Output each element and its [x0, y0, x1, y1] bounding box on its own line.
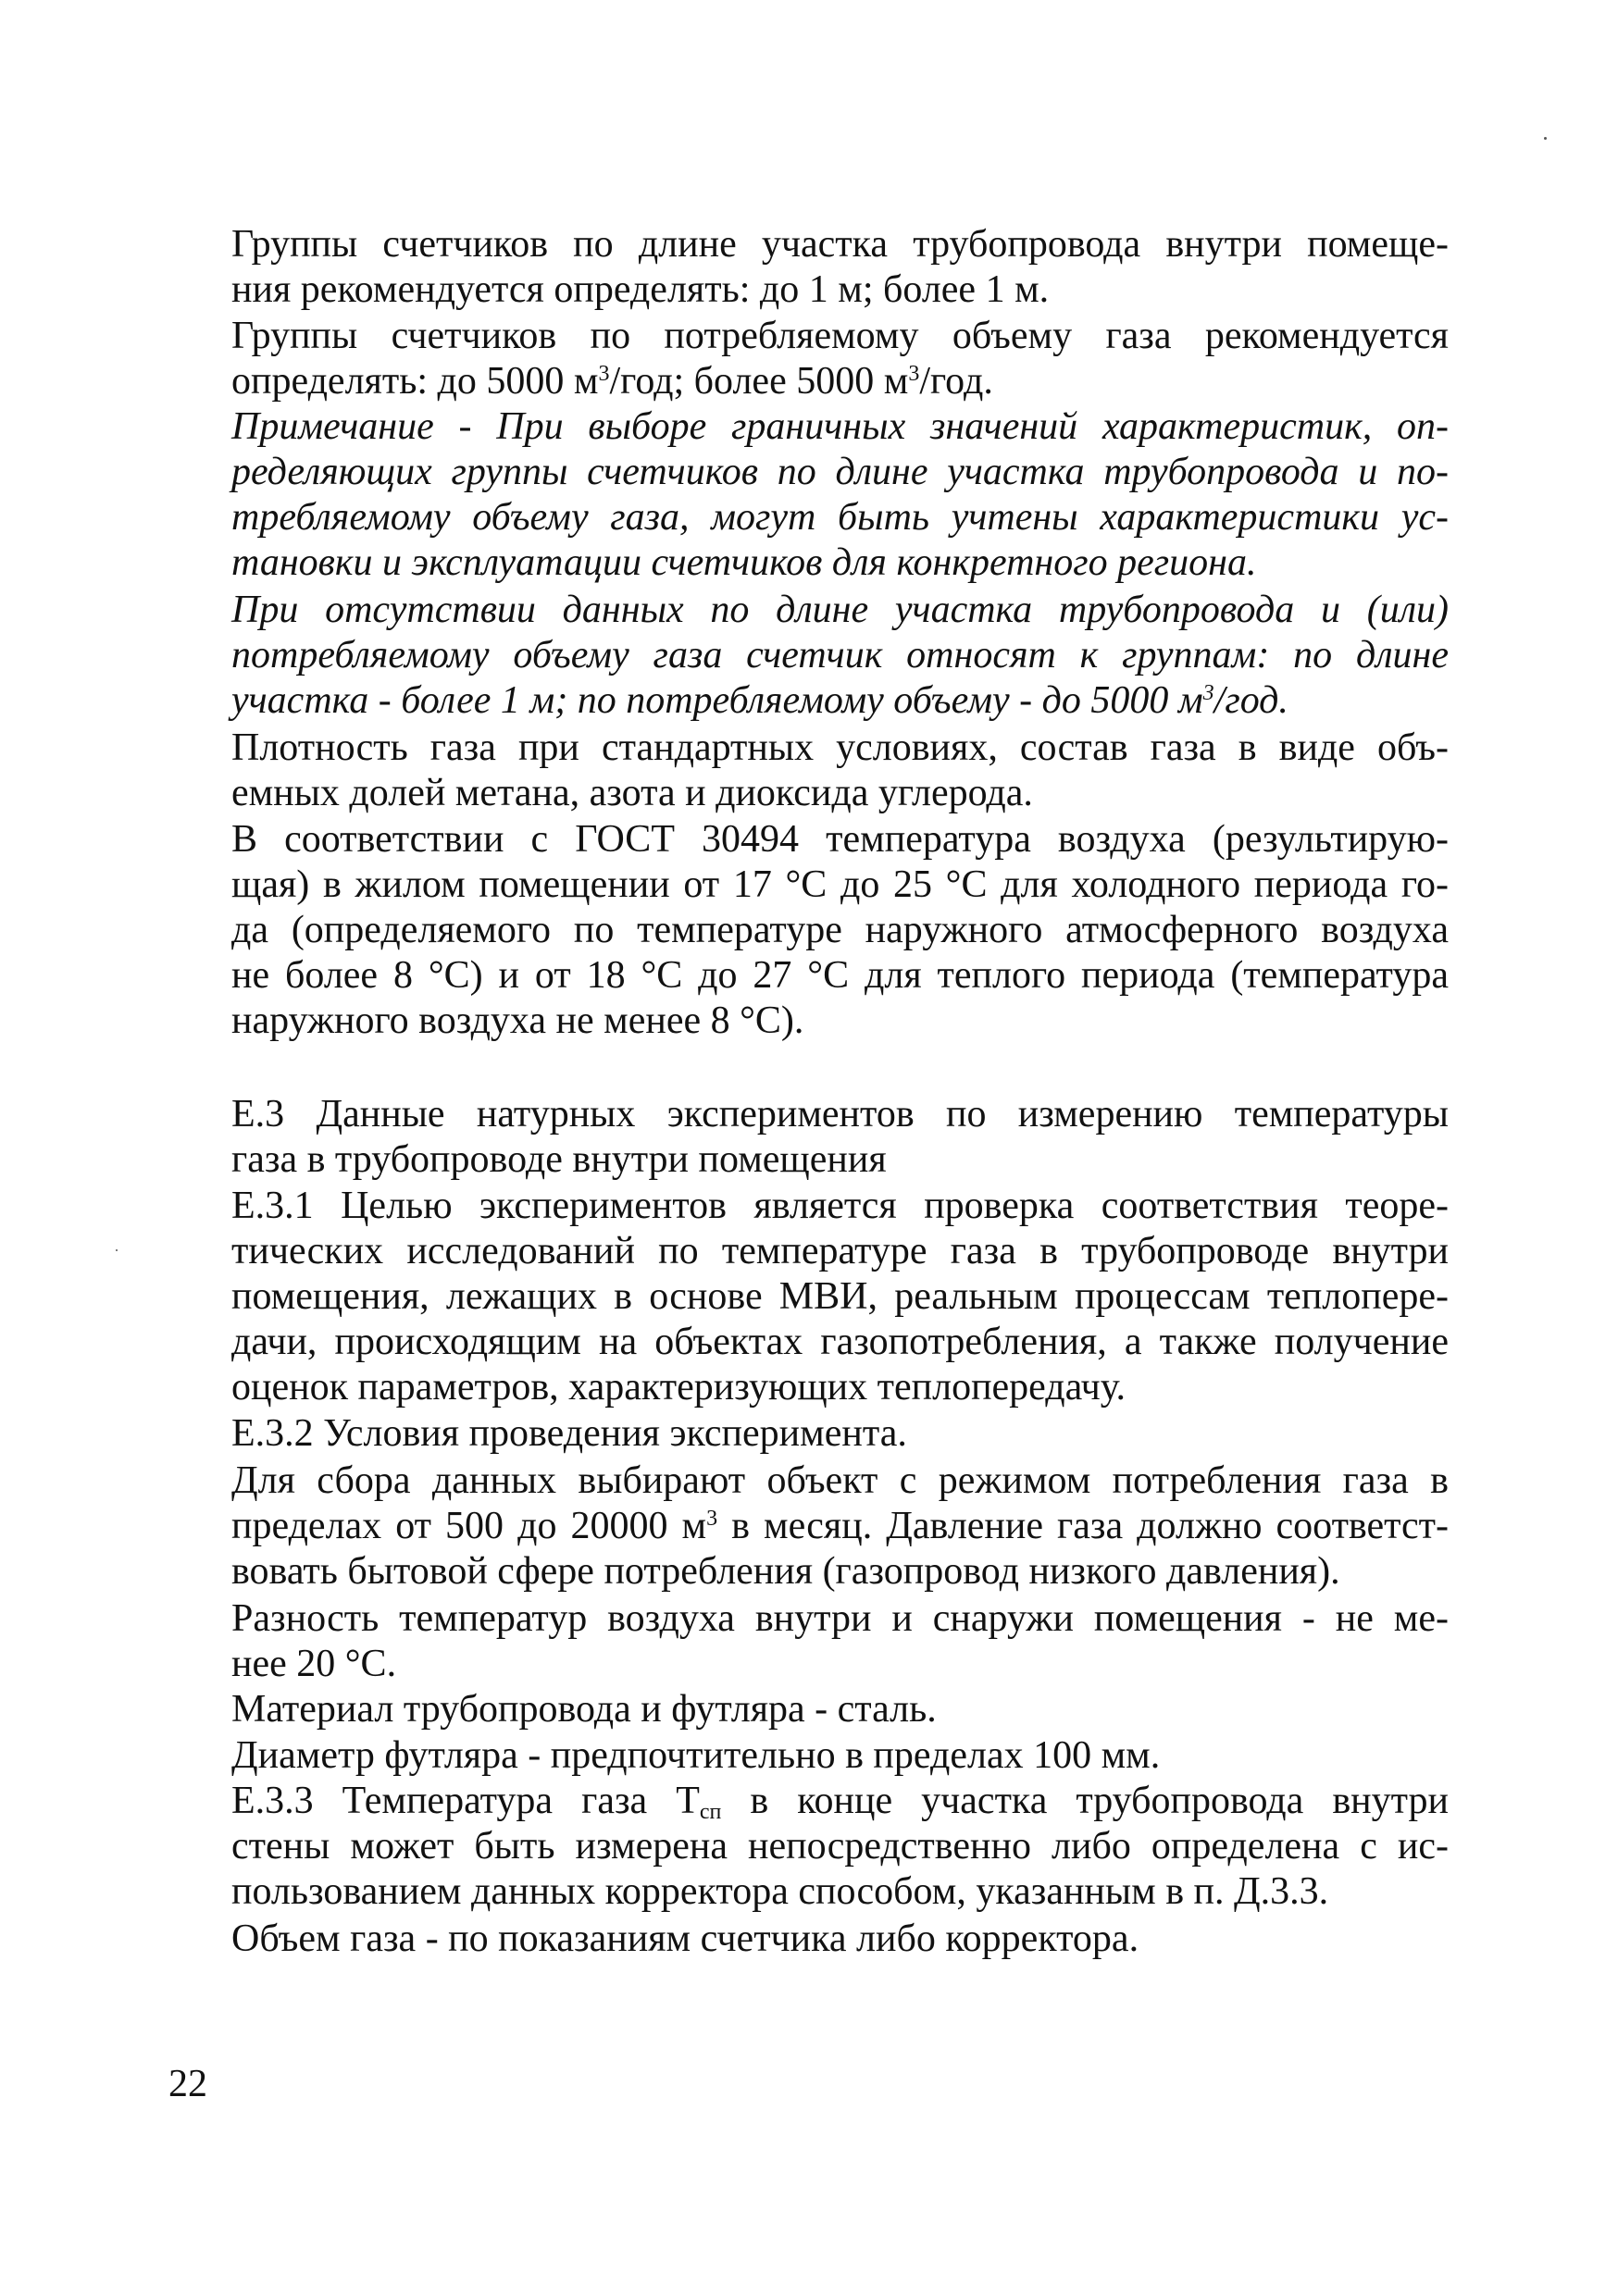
- scan-speck: [1544, 137, 1547, 140]
- paragraph-gost-temperature: [180, 817, 1449, 1044]
- text-line: емных долей метана, азота и диоксида углерода.: [231, 772, 1033, 814]
- scan-speck: [116, 1249, 118, 1251]
- paragraph-data-collection: [180, 1458, 1449, 1595]
- text-line: Диаметр футляра - предпочтительно в пределах 100 мм.: [231, 1734, 1161, 1777]
- text-line: щая) в жилом помещении от 17 °С до 25 °С для холодного периода го-: [231, 863, 1449, 906]
- text-line: Группы счетчиков по потребляемому объему газа рекомендуется: [231, 315, 1449, 357]
- text-line: Е.3.3 Температура газа $Т_{сп}$ в конце участка трубопровода внутри: [231, 1780, 1449, 1824]
- paragraph-meter-groups-volume: [180, 314, 1449, 404]
- paragraph-pipe-material: [180, 1687, 1449, 1732]
- text-line: Объем газа - по показаниям счетчика либо корректора.: [231, 1917, 1139, 1960]
- text-line: Группы счетчиков по длине участка трубопровода внутри помеще-: [231, 223, 1449, 266]
- page-number: 22: [168, 2063, 207, 2105]
- paragraph-case-diameter: [180, 1733, 1449, 1779]
- text-line: наружного воздуха не менее 8 °С).: [231, 999, 804, 1042]
- text-line: потребляемому объему газа счетчик относят к группам: по длине: [231, 634, 1449, 676]
- text-line: участка - более 1 м; по потребляемому объему - до 5000 $м^3$/год.: [231, 679, 1288, 722]
- text-line: Е.3.2 Условия проведения эксперимента.: [231, 1412, 907, 1455]
- text-line: не более 8 °С) и от 18 °С до 27 °С для теплого периода (температура: [231, 954, 1449, 997]
- paragraph-gas-density: [180, 726, 1449, 816]
- text-line: тических исследований по температуре газа в трубопроводе внутри: [231, 1230, 1449, 1272]
- text-line: Для сбора данных выбирают объект с режимом потребления газа в: [231, 1459, 1449, 1502]
- text-line: стены может быть измерена непосредственно либо определена с ис-: [231, 1825, 1449, 1868]
- text-line: В соответствии с ГОСТ 30494 температура воздуха (результирую-: [231, 818, 1449, 861]
- text-line: ния рекомендуется определять: до 1 м; более 1 м.: [231, 268, 1050, 311]
- text-line: Плотность газа при стандартных условиях, состав газа в виде объ-: [231, 726, 1449, 769]
- text-line: газа в трубопроводе внутри помещения: [231, 1138, 887, 1181]
- note-missing-data: [180, 588, 1449, 724]
- text-line: вовать бытовой сфере потребления (газопровод низкого давления).: [231, 1550, 1340, 1593]
- text-line: Материал трубопровода и футляра - сталь.: [231, 1688, 937, 1731]
- text-line: пользованием данных корректора способом, указанным в п. Д.3.3.: [231, 1870, 1329, 1913]
- note-boundary-values: [180, 404, 1449, 586]
- section-heading-e3: [180, 1092, 1449, 1183]
- text-line: Разность температур воздуха внутри и снаружи помещения - не ме-: [231, 1597, 1449, 1640]
- text-line: Е.3.1 Целью экспериментов является проверка соответствия теоре-: [231, 1185, 1449, 1227]
- text-line: помещения, лежащих в основе МВИ, реальным процессам теплопере-: [231, 1275, 1449, 1318]
- paragraph-e3-2: [180, 1411, 1449, 1457]
- text-line: тановки и эксплуатации счетчиков для конкретного региона.: [231, 541, 1257, 584]
- paragraph-e3-3: [180, 1779, 1449, 1915]
- text-line: пределах от 500 до 20000 $м^3$ в месяц. Давление газа должно соответст-: [231, 1505, 1449, 1547]
- text-line: При отсутствии данных по длине участка трубопровода и (или): [231, 589, 1449, 631]
- text-line: Примечание - При выборе граничных значений характеристик, оп-: [231, 405, 1449, 448]
- text-line: определять: до 5000 $м^3$/год; более 5000 $м^3$/год.: [231, 360, 993, 403]
- text-line: нее 20 °С.: [231, 1643, 397, 1685]
- text-line: дачи, происходящим на объектах газопотребления, а также получение: [231, 1321, 1449, 1363]
- text-line: ределяющих группы счетчиков по длине участка трубопровода и по-: [231, 451, 1449, 493]
- paragraph-gas-volume: [180, 1917, 1449, 1962]
- text-line: Е.3 Данные натурных экспериментов по измерению температуры: [231, 1093, 1449, 1136]
- text-line: оценок параметров, характеризующих теплопередачу.: [231, 1366, 1126, 1409]
- paragraph-meter-groups-length: [180, 222, 1449, 313]
- text-line: да (определяемого по температуре наружного атмосферного воздуха: [231, 909, 1449, 951]
- text-line: требляемому объему газа, могут быть учтены характеристики ус-: [231, 496, 1449, 539]
- paragraph-temperature-difference: [180, 1596, 1449, 1687]
- paragraph-e3-1: [180, 1184, 1449, 1410]
